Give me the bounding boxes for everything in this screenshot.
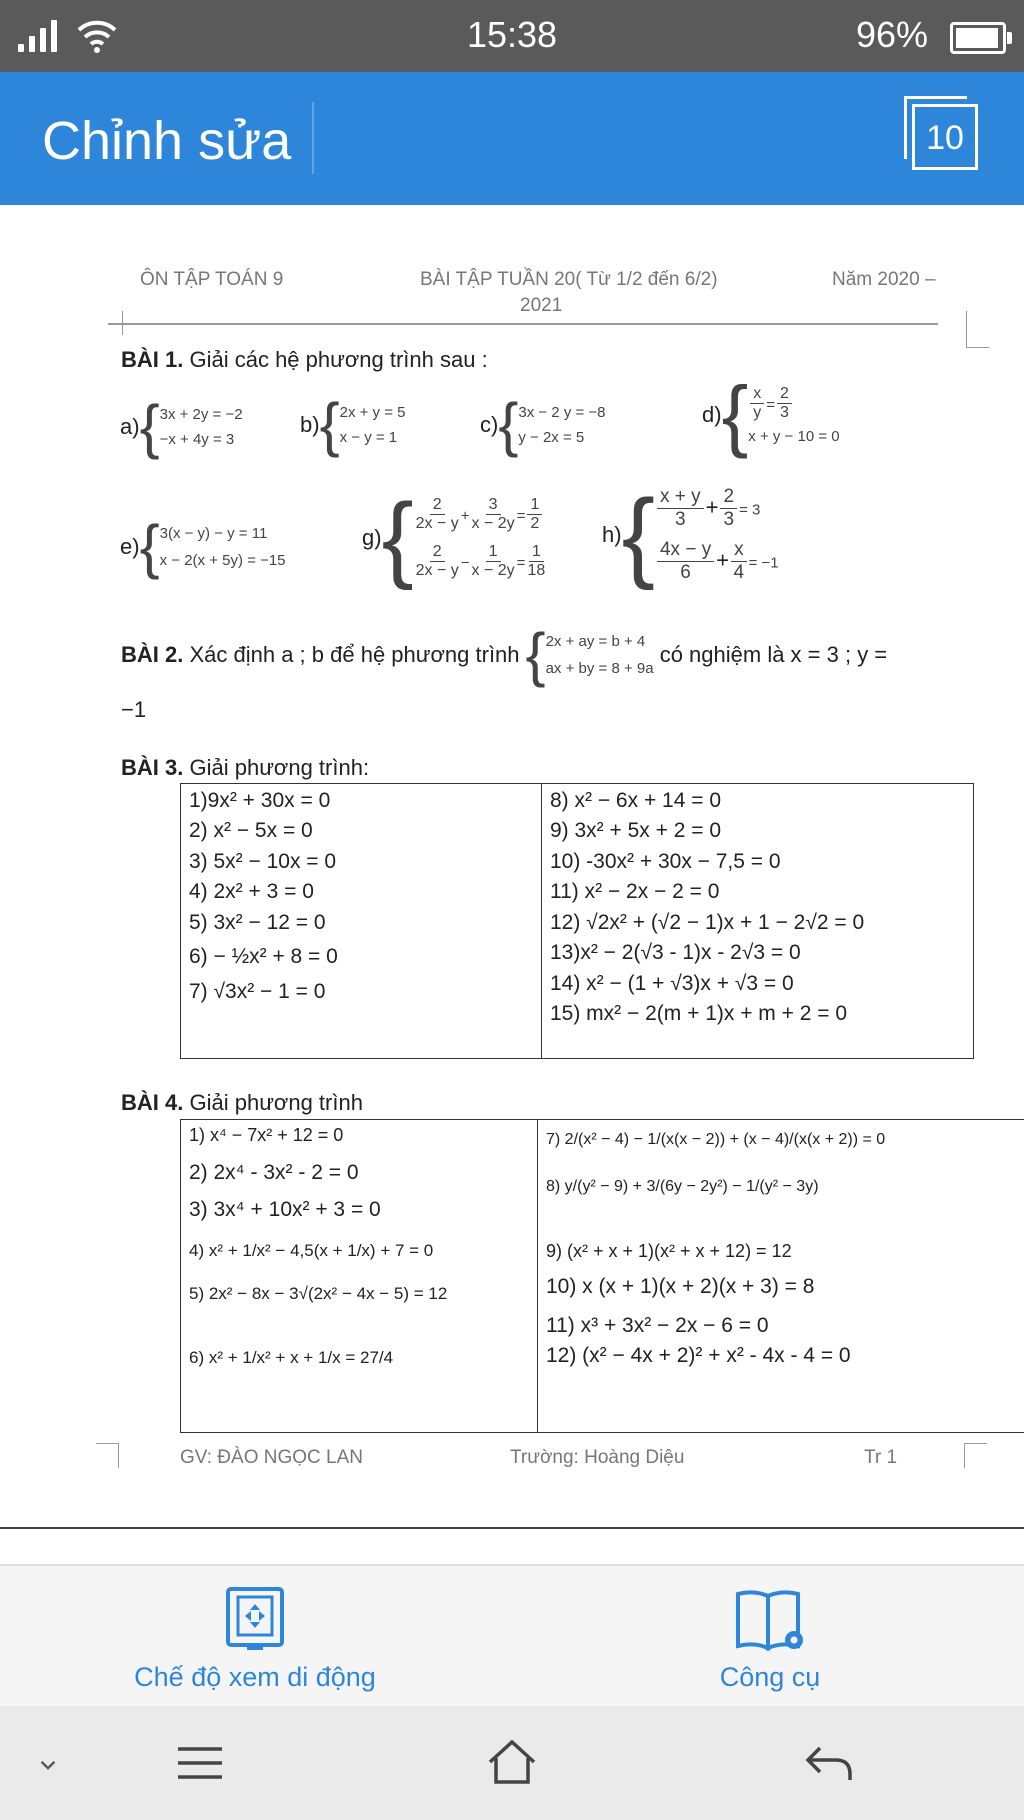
battery-percent: 96%	[855, 14, 928, 55]
list-item: 8) x² − 6x + 14 = 0	[550, 789, 722, 812]
tools-button[interactable]	[680, 1586, 860, 1698]
list-item: 5) 3x² − 12 = 0	[189, 910, 326, 934]
header-rule	[108, 323, 938, 325]
page-count-button[interactable]	[912, 104, 978, 170]
list-item: 4) x² + 1/x² − 4,5(x + 1/x) + 7 = 0	[189, 1240, 434, 1260]
bai1-title: Giải các hệ phương trình sau :	[189, 347, 488, 372]
doc-footer-center: Trường: Hoàng Diệu	[510, 1447, 685, 1468]
list-item: 1)9x² + 30x = 0	[189, 789, 331, 812]
page-count: 10	[926, 119, 964, 157]
bai3-table	[180, 783, 974, 1059]
list-item: 4) 2x² + 3 = 0	[189, 880, 314, 904]
status-bar	[0, 0, 1024, 72]
list-item: 11) x² − 2x − 2 = 0	[550, 880, 720, 904]
doc-header-left: ÔN TẬP TOÁN 9	[140, 269, 284, 290]
mobile-view-label: Chế độ xem di động	[134, 1662, 376, 1692]
tools-label: Công cụ	[719, 1662, 821, 1692]
bai1-label: BÀI 1.	[121, 347, 184, 372]
list-item: 10) -30x² + 30x − 7,5 = 0	[550, 849, 781, 873]
doc-footer-left: GV: ĐÀO NGỌC LAN	[180, 1447, 363, 1468]
bai1-heading	[121, 347, 488, 373]
bai4-table	[180, 1119, 1024, 1433]
list-item: 5) 2x² − 8x − 3√(2x² − 4x − 5) = 12	[189, 1283, 448, 1303]
edit-title[interactable]: Chỉnh sửa	[42, 111, 292, 171]
list-item: 11) x³ + 3x² − 2x − 6 = 0	[546, 1313, 769, 1337]
doc-header-center-year: 2021	[520, 295, 563, 316]
list-item: 3) 3x⁴ + 10x² + 3 = 0	[189, 1197, 381, 1221]
list-item: 9) 3x² + 5x + 2 = 0	[550, 819, 722, 843]
bai2-line: BÀI 2. Xác định a ; b để hệ phương trình { 2x + ay = b + 4 ax + by = 8 + 9a có nghiệm là x = 3 ; y =	[121, 621, 888, 688]
system-d: d) { $\frac{x}{y}$ = $\frac{2}{3}$ x + y − 10 = 0	[702, 370, 840, 459]
tools-icon	[734, 1588, 806, 1652]
list-item: 12) √2x² + (√2 − 1)x + 1 − 2√2 = 0	[550, 910, 865, 934]
bai4-heading	[121, 1090, 363, 1116]
bai4-right-col	[538, 1120, 1024, 1433]
list-item: 7) 2/(x² − 4) − 1/(x(x − 2)) + (x − 4)/(x(x + 2)) = 0	[546, 1131, 886, 1148]
chevron-down-icon[interactable]	[40, 1760, 56, 1770]
navigation-bar	[0, 1706, 1024, 1820]
system-c: c) { 3x − 2 y = −8 y − 2x = 5	[480, 391, 606, 458]
app-bar	[0, 72, 1024, 205]
bai3-title: Giải phương trình:	[189, 755, 370, 780]
list-item: 12) (x² − 4x + 2)² + x² - 4x - 4 = 0	[546, 1344, 851, 1368]
system-b: b) { 2x + y = 5 x − y = 1	[300, 391, 406, 458]
list-item: 6) − ½x² + 8 = 0	[189, 945, 338, 969]
bai3-left-col	[181, 784, 542, 1059]
bai2-tail-2: −1	[121, 697, 147, 722]
bai3-label: BÀI 3.	[121, 755, 184, 780]
crop-mark	[966, 311, 989, 348]
system-e: e) { 3(x − y) − y = 11 x − 2(x + 5y) = −15	[120, 513, 286, 580]
doc-header-center: BÀI TẬP TUẦN 20( Từ 1/2 đến 6/2)	[420, 269, 718, 290]
bai4-left-col	[181, 1120, 538, 1433]
list-item: 7) √3x² − 1 = 0	[189, 979, 326, 1003]
list-item: 2) x² − 5x = 0	[189, 819, 313, 843]
list-item: 15) mx² − 2(m + 1)x + m + 2 = 0	[550, 1002, 848, 1026]
divider	[312, 102, 314, 174]
home-icon[interactable]	[486, 1738, 538, 1786]
crop-mark	[108, 311, 123, 335]
bai4-title: Giải phương trình	[189, 1090, 363, 1115]
doc-footer-right: Tr 1	[864, 1447, 898, 1468]
bai2-tail: có nghiệm là x = 3 ; y =	[659, 642, 888, 667]
bai2-label: BÀI 2.	[121, 642, 184, 667]
bai3-heading	[121, 755, 369, 781]
list-item: 10) x (x + 1)(x + 2)(x + 3) = 8	[546, 1275, 815, 1299]
page-bottom-rule	[0, 1527, 1024, 1529]
battery-icon	[950, 22, 1006, 54]
document-page	[0, 205, 1024, 1530]
menu-icon[interactable]	[176, 1746, 224, 1780]
list-item: 13)x² − 2(√3 - 1)x - 2√3 = 0	[550, 941, 801, 965]
doc-header-right: Năm 2020 –	[832, 269, 936, 290]
bai3-right-col	[542, 784, 974, 1059]
bai4-label: BÀI 4.	[121, 1090, 184, 1115]
crop-mark	[96, 1443, 119, 1468]
clock: 15:38	[466, 14, 558, 55]
crop-mark	[964, 1443, 987, 1468]
system-h: h) { $\frac{x + y}{3}$ + $\frac{2}{3}$ = 3 $\frac{4x - y}{6}$ + $\frac{x}{4}$ = −1	[602, 479, 779, 591]
bottom-toolbar	[0, 1564, 1024, 1708]
bai2-text: Xác định a ; b để hệ phương trình	[189, 642, 520, 667]
system-g: g) { $\frac{2}{2x - y}$ + $\frac{3}{x - 2y}$ = $\frac{1}{2}$ $\frac{2}{2x - y}$ − $\frac{1}{x - 2y}$ = $\frac{1}{18}$	[362, 484, 546, 591]
mobile-view-button[interactable]	[100, 1586, 410, 1698]
list-item: 14) x² − (1 + √3)x + √3 = 0	[550, 971, 794, 995]
list-item: 3) 5x² − 10x = 0	[189, 849, 337, 873]
list-item: 8) y/(y² − 9) + 3/(6y − 2y²) − 1/(y² − 3y)	[546, 1178, 819, 1196]
list-item: 1) x⁴ − 7x² + 12 = 0	[189, 1125, 344, 1145]
system-a: a) { 3x + 2y = −2 −x + 4y = 3	[120, 393, 243, 460]
back-icon[interactable]	[804, 1744, 854, 1784]
mobile-view-icon	[225, 1586, 285, 1652]
list-item: 2) 2x⁴ - 3x² - 2 = 0	[189, 1161, 359, 1185]
list-item: 6) x² + 1/x² + x + 1/x = 27/4	[189, 1348, 394, 1368]
list-item: 9) (x² + x + 1)(x² + x + 12) = 12	[546, 1241, 792, 1262]
